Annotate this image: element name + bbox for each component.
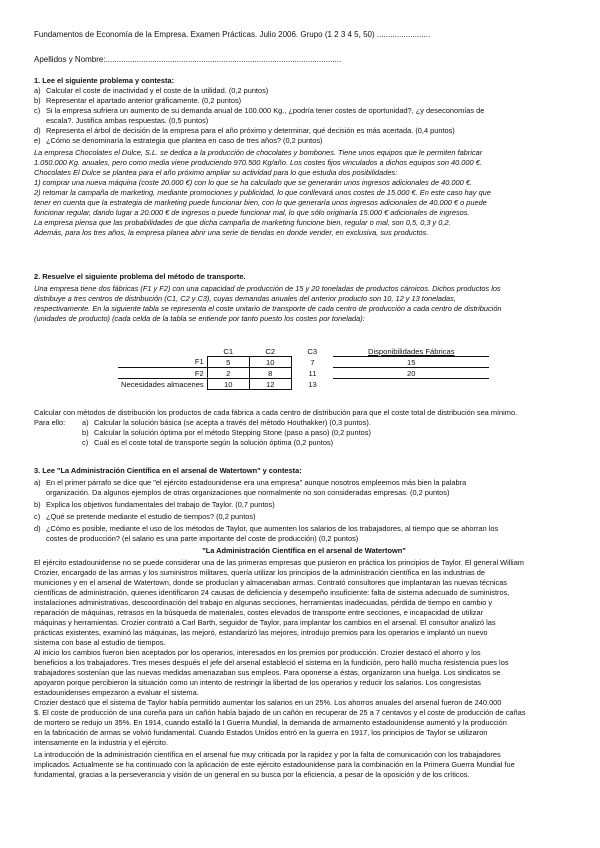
q3-item: d) ¿Cómo es posible, mediante el uso de los métodos de Taylor, que aumenten los salarios de los trabajadores, al tiempo que se ahorran los <box>34 524 499 533</box>
reading-line: científicas de administración, quienes identificaron 24 causas de deficiencia y desempeño insuficiente: falta de sistema adecuado de suministros, <box>34 588 510 597</box>
needs-label: Necesidades almacenes <box>121 379 204 389</box>
cost-cell: 11 <box>308 368 317 378</box>
q1-statement: tener en cuenta que la estrategia de marketing puede funcionar bien, con lo que generaría unos ingresos adicionales de 40.000 € o puede <box>34 198 487 207</box>
reading-line: trabajadores sostenían que las nuevas medidas amenazaban sus empleos. Para oponerse a éstas, organizaron una huelga. Los sindicatos se <box>34 668 501 677</box>
col-header: C2 <box>249 346 291 357</box>
q3-item: a) En el primer párrafo se dice que "el ejército estadounidense era una empresa" aunque nosotros empleemos más bien la palabra <box>34 478 467 487</box>
reading-line: Crozier destacó que el sistema de Taylor había permitido aumentar los salarios en un 25%. Los ahorros anuales del arsenal fueron de 240.000 <box>34 698 502 707</box>
reading-line: beneficios a los trabajadores. Tres meses después el jefe del arsenal estableció el sistema en la fundición, pero halló mucha resistencia pues los <box>34 658 509 667</box>
row-label: F1 <box>118 357 207 368</box>
supply-cell: 15 <box>333 357 489 368</box>
reading-line: apoyaron porque percibieron la situación como un intento de restringir la libertad de los operarios y reducir los salarios. Los congresistas <box>34 678 481 687</box>
reading-line: en la fabricación de armas se volvió fundamental. Cuando Estados Unidos entró en la guerra en 1917, los principios de Taylor se utilizaron <box>34 728 488 737</box>
q1-statement: Además, para los tres años, la empresa planea abrir una serie de tiendas en donde vender, en exclusiva, sus productos. <box>34 228 429 237</box>
q1-title: 1. Lee el siguiente problema y contesta: <box>34 76 175 85</box>
demand-cell: 12 <box>249 379 291 390</box>
q2-statement: respectivamente. En la siguiente tabla se representa el coste unitario de transporte de cada centro de producción a cada centro de distribución <box>34 304 502 313</box>
reading-line: La introducción de la administración científica en el arsenal fue muy criticada por la rapidez y por la falta de comunicación con los trabajadores <box>34 750 501 759</box>
cost-cell: 8 <box>249 368 291 379</box>
q2-item: b) Calcular la solución óptima por el método Stepping Stone (paso a paso) (0,2 puntos) <box>82 428 371 437</box>
table-row <box>118 368 489 379</box>
q3-item: organización. Da algunos ejemplos de otras organizaciones que normalmente no son consideradas empresas. (0,2 puntos) <box>46 488 450 497</box>
q1-item: c) Si la empresa sufriera un aumento de su demanda anual de 100.000 Kg., ¿podría tener costes de oportunidad?, ¿y deseconomías de <box>34 106 485 115</box>
reading-line: implicados. Actualmente se ha continuado con la aplicación de este ejército estadounidense para la combinación en la Primera Guerra Mundial fue <box>34 760 515 769</box>
q1-statement: Chocolates El Dulce se plantea para el año próximo ampliar su actividad para lo que estudia dos posibilidades: <box>34 168 398 177</box>
q1-statement: funcionar regular, dando lugar a 20.000 € de ingresos o puede funcionar mal, lo que sólo originaría 15.000 € adicionales de ingresos. <box>34 208 470 217</box>
reading-line: de mortero se redujo un 35%. En 1914, cuando estalló la I Guerra Mundial, la demanda de armamento estadounidense aumentó y la producción <box>34 718 507 727</box>
q1-statement: 2) retomar la campaña de marketing, mediante promociones y publicidad, lo que conllevará unos costes de 15.000 €. En este caso hay que <box>34 188 491 197</box>
q2-statement: distribuye a tres centros de distribución (C1, C2 y C3), cuyas demandas anuales del anterior producto son 10, 12 y 13 toneladas, <box>34 294 456 303</box>
cost-cell: 7 <box>310 357 315 367</box>
q1-item: a) Calcular el coste de inactividad y el coste de la utilidad. (0,2 puntos) <box>34 86 269 95</box>
reading-line: Al inicio los cambios fueron bien aceptados por los operarios, interesados en los premios por producción. Crozier destacó el ahorro y los <box>34 648 481 657</box>
reading-line: estadounidenses empezaron a evaluar el sistema. <box>34 688 199 697</box>
cost-cell: 2 <box>207 368 249 379</box>
reading-line: instalaciones administrativas, descoordinación del trabajo en algunas secciones, herramientas inadecuadas, pérdida de tiempo en cambio y <box>34 598 493 607</box>
reading-line: fundamental, gracias a la perseverancia y visión de un general en su busca por la eficiencia, a pesar de la oposición y de los críticos. <box>34 770 470 779</box>
demand-cell: 10 <box>207 379 249 390</box>
transport-cost-table <box>118 346 489 390</box>
q2-after: Calcular con métodos de distribución los productos de cada fábrica a cada centro de distribución para que el coste total de distribución sea mínimo. <box>34 408 518 417</box>
q2-statement: Una empresa tiene dos fábricas (F1 y F2) con una capacidad de producción de 15 y 20 toneladas de productos cárnicos. Dichos productos los <box>34 284 501 293</box>
cost-cell: 5 <box>207 357 249 368</box>
reading-line: intensamente en la industria y el ejército. <box>34 738 168 747</box>
q2-statement: (unidades de producto) (cada celda de la tabla se entiende por tanto puesto los costes por tonelada): <box>34 314 365 323</box>
q1-statement: La empresa Chocolates el Dulce, S.L. se dedica a la producción de chocolates y bombones. Tiene unos equipos que le permiten fabricar <box>34 148 483 157</box>
reading-line: $. El coste de producción de una cureña para un cañón había bajado de un cañón en recuperar de 25 a 7 centavos y el coste de producción de cañas <box>34 708 526 717</box>
col-header: Disponibilidades Fábricas <box>333 346 489 357</box>
reading-line: reparación de máquinas, retrasos en la búsqueda de materiales, costes elevados de transporte entre secciones, e incapacidad de utilizar <box>34 608 484 617</box>
q2-item: Para ello: a) Calcular la solución básica (se acepta a través del método Houthakker) (0,3 puntos). <box>34 418 371 427</box>
demand-cell: 13 <box>308 379 317 389</box>
q1-item: b) Representar el apartado anterior gráficamente. (0,2 puntos) <box>34 96 242 105</box>
row-label: F2 <box>118 368 207 379</box>
q2-item: c) Cuál es el coste total de transporte según la solución óptima (0,2 puntos) <box>82 438 334 447</box>
col-header: C1 <box>207 346 249 357</box>
q1-statement: La empresa piensa que las probabilidades de que dicha campaña de marketing funcione bien, regular o mal, son 0,5, 0,3 y 0,2. <box>34 218 451 227</box>
reading-line: municiones y en el arsenal de Watertown, donde se producían y almacenaban armas. Contrató consultores que implantaran las nuevas técnicas <box>34 578 507 587</box>
exam-header: Fundamentos de Economía de la Empresa. Examen Prácticas. Julio 2006. Grupo (1 2 3 4 5, 50) ........................ <box>34 30 431 39</box>
q1-item: escala?. Justifica ambas respuestas. (0,5 puntos) <box>46 116 209 125</box>
q2-title: 2. Resuelve el siguiente problema del método de transporte. <box>34 272 246 281</box>
q1-statement: 1.050.000 Kg. anuales, pero como media viene produciendo 970.500 Kg/año. Los costes fijos vinculados a dichos equipos son 40.000 €. <box>34 158 482 167</box>
q3-item: costes de producción? (el salario es una parte importante del coste de producción) (0,2 puntos) <box>46 534 359 543</box>
reading-line: prácticas existentes, examinó las máquinas, las mejoró, estandarizó las mejores, introdujo premios para los operarios e implantó un nuevo <box>34 628 488 637</box>
cost-cell: 10 <box>249 357 291 368</box>
q1-item: d) Representa el árbol de decisión de la empresa para el año próximo y determinar, qué decisión es más acertada. (0,4 puntos) <box>34 126 455 135</box>
q3-title: 3. Lee "La Administración Científica en el arsenal de Watertown" y contesta: <box>34 466 302 475</box>
name-line: Apellidos y Nombre:.......................................................................................................... <box>34 55 342 64</box>
q3-item: b) Explica los objetivos fundamentales del trabajo de Taylor. (0,7 puntos) <box>34 500 275 509</box>
reading-title: "La Administración Científica en el arsenal de Watertown" <box>202 546 406 555</box>
needs-row <box>118 379 489 390</box>
q3-item: c) ¿Qué se pretende mediante el estudio de tiempos? (0,2 puntos) <box>34 512 256 521</box>
reading-line: máquinas y herramientas. Crozier contrató a Carl Barth, seguidor de Taylor, para implantar los cambios en el arsenal. El consultor analizó las <box>34 618 496 627</box>
table-row <box>118 357 489 368</box>
col-header: C3 <box>307 346 318 356</box>
q1-statement: 1) comprar una nueva máquina (coste 20.000 €) con lo que se ha calculado que se generarán unos ingresos adicionales de 40.000 €. <box>34 178 472 187</box>
reading-line: El ejército estadounidense no se puede considerar una de las primeras empresas que pusieron en práctica los principios de Taylor. El general William <box>34 558 524 567</box>
q1-item: e) ¿Cómo se denominaría la estrategia que plantea en caso de tres años? (0,2 puntos) <box>34 136 323 145</box>
reading-line: Crozier, encargado de las armas y los suministros militares, quería utilizar los principios de la administración científica en las industrias de <box>34 568 486 577</box>
reading-line: sistema con base al estudio de tiempos. <box>34 638 166 647</box>
supply-cell: 20 <box>333 368 489 379</box>
